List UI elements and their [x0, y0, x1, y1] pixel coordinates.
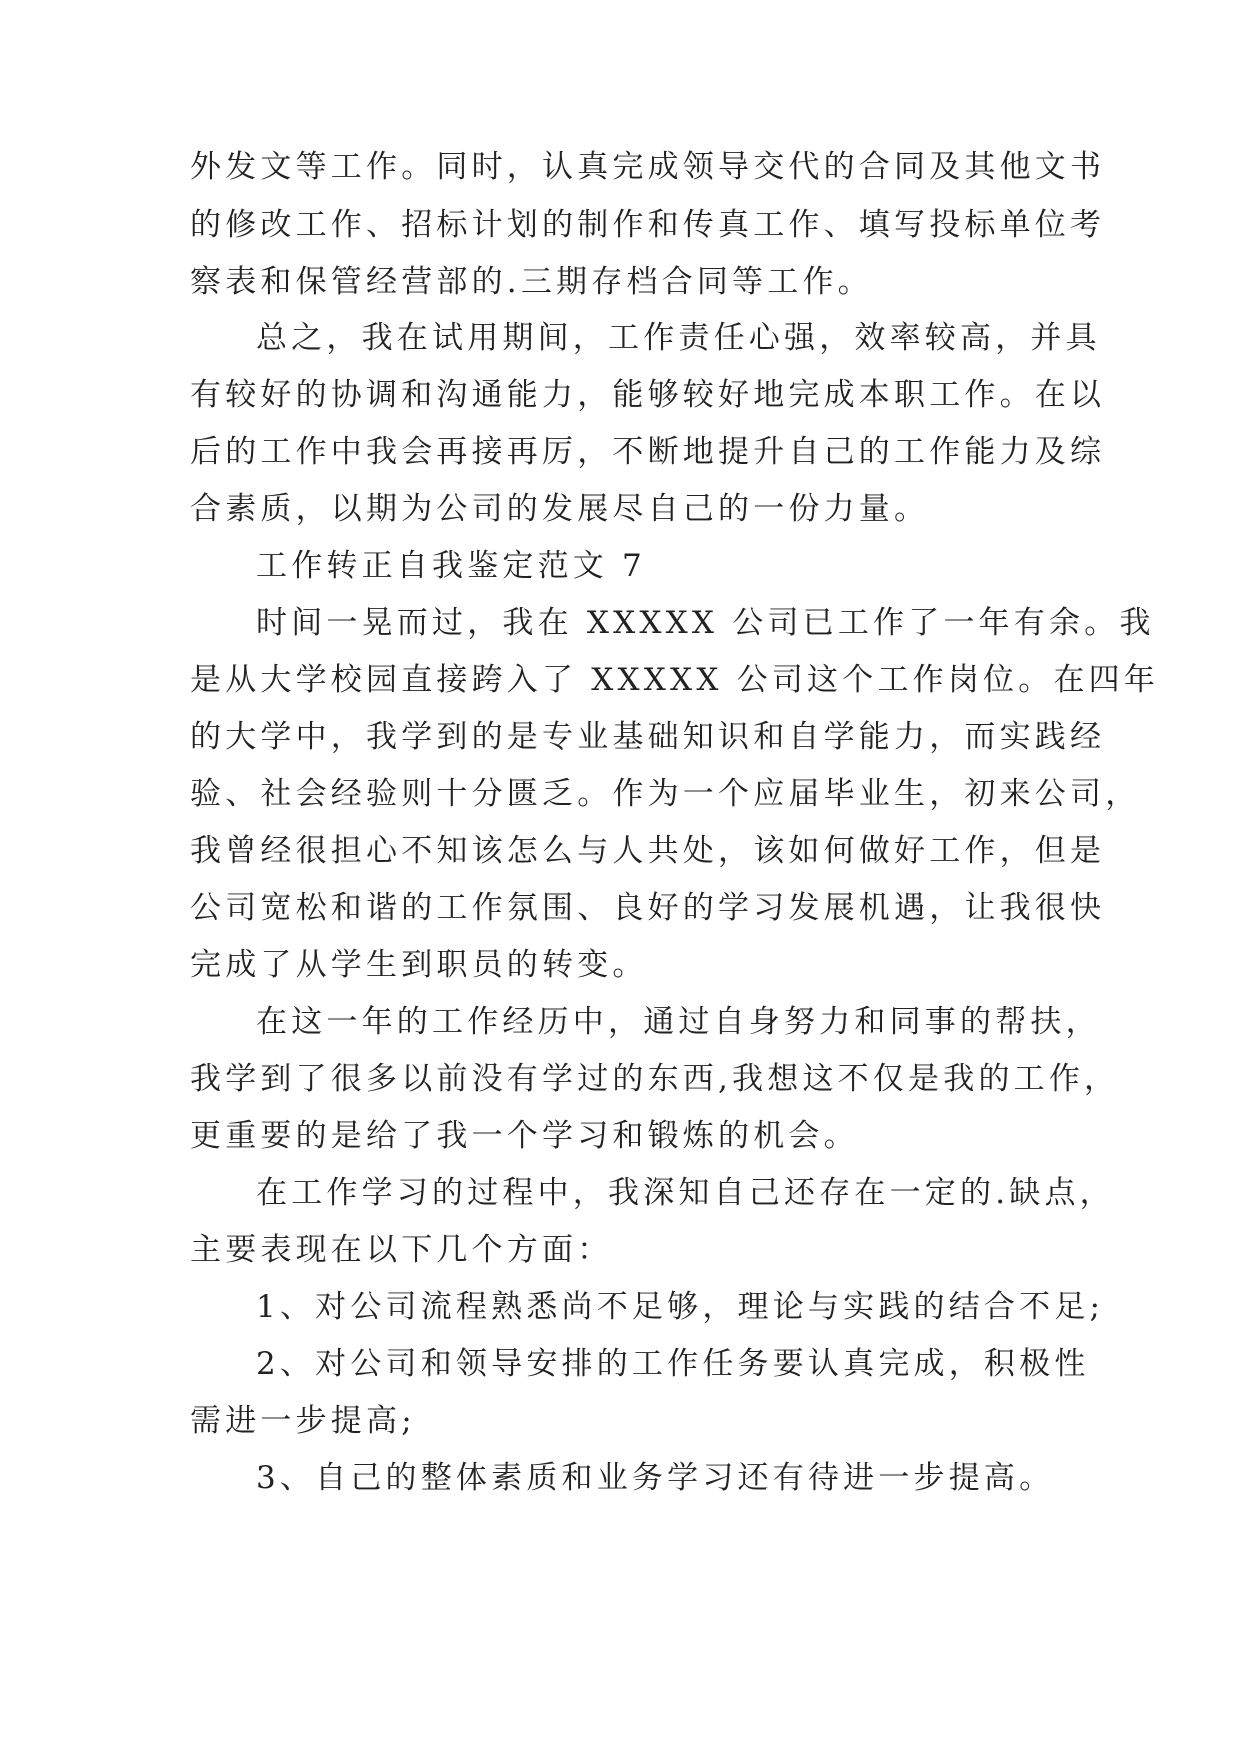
text-line: 是从大学校园直接跨入了 XXXXX 公司这个工作岗位。在四年	[190, 662, 1160, 698]
text-line: 在工作学习的过程中，我深知自己还存在一定的.缺点，	[256, 1175, 1115, 1211]
text-line: 公司宽松和谐的工作氛围、良好的学习发展机遇，让我很快	[190, 890, 1106, 926]
text-line: 我曾经很担心不知该怎么与人共处，该如何做好工作，但是	[190, 833, 1106, 869]
list-item: 2、对公司和领导安排的工作任务要认真完成，积极性	[256, 1346, 1090, 1382]
text-line: 验、社会经验则十分匮乏。作为一个应届毕业生，初来公司，	[190, 776, 1141, 812]
text-line: 有较好的协调和沟通能力，能够较好地完成本职工作。在以	[190, 377, 1106, 413]
text-line: 察表和保管经营部的.三期存档合同等工作。	[190, 264, 873, 300]
text-line: 总之，我在试用期间，工作责任心强，效率较高，并具	[256, 320, 1101, 356]
list-item: 1、对公司流程熟悉尚不足够，理论与实践的结合不足;	[256, 1289, 1105, 1325]
text-line: 时间一晃而过，我在 XXXXX 公司已工作了一年有余。我	[256, 605, 1155, 641]
text-line: 完成了从学生到职员的转变。	[190, 947, 648, 983]
text-line: 合素质，以期为公司的发展尽自己的一份力量。	[190, 491, 930, 527]
section-heading: 工作转正自我鉴定范文 7	[256, 548, 646, 584]
text-line: 需进一步提高;	[190, 1403, 416, 1439]
text-line: 的修改工作、招标计划的制作和传真工作、填写投标单位考	[190, 207, 1106, 243]
list-item: 3、自己的整体素质和业务学习还有待进一步提高。	[256, 1460, 1055, 1496]
text-line: 主要表现在以下几个方面：	[190, 1232, 613, 1268]
text-line: 在这一年的工作经历中，通过自身努力和同事的帮扶，	[256, 1004, 1101, 1040]
text-line: 我学到了很多以前没有学过的东西,我想这不仅是我的工作，	[190, 1061, 1120, 1097]
text-line: 外发文等工作。同时，认真完成领导交代的合同及其他文书	[190, 149, 1106, 185]
text-line: 更重要的是给了我一个学习和锻炼的机会。	[190, 1118, 859, 1154]
text-line: 的大学中，我学到的是专业基础知识和自学能力，而实践经	[190, 719, 1106, 755]
text-line: 后的工作中我会再接再厉，不断地提升自己的工作能力及综	[190, 434, 1106, 470]
